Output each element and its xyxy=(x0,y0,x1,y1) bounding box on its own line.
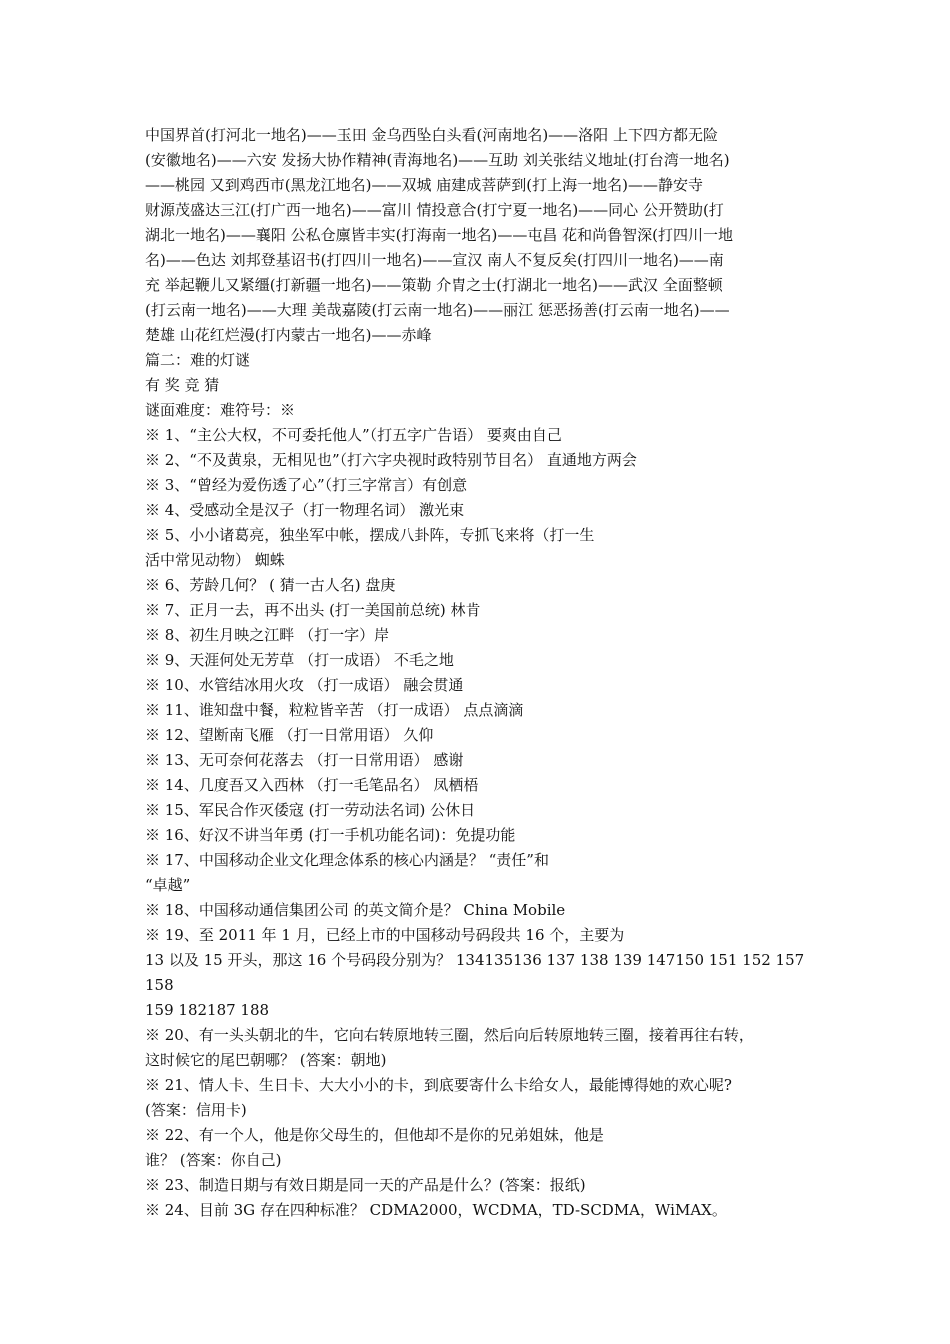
riddle-item-continued: 这时候它的尾巴朝哪？ (答案：朝地) xyxy=(145,1051,387,1069)
riddle-item: ※ 23、制造日期与有效日期是同一天的产品是什么？(答案：报纸) xyxy=(145,1176,586,1194)
riddle-item-continued: 159 182187 188 xyxy=(145,1001,270,1019)
riddle-item-continued: 谁？ (答案：你自己) xyxy=(145,1151,282,1169)
riddle-item: ※ 14、几度吾又入西林 （打一毛笔品名） 凤栖梧 xyxy=(145,776,479,794)
text-line: 中国界首(打河北一地名)——玉田 金乌西坠白头看(河南地名)——洛阳 上下四方都无险 xyxy=(145,126,718,144)
riddle-item: ※ 18、中国移动通信集团公司 的英文简介是？ China Mobile xyxy=(145,901,566,919)
riddle-item: ※ 1、“主公大权，不可委托他人”（打五字广告语） 要爽由自己 xyxy=(145,426,562,444)
riddle-item: ※ 10、水管结冰用火攻 （打一成语） 融会贯通 xyxy=(145,676,464,694)
section-subtitle: 有 奖 竞 猜 xyxy=(145,376,220,394)
riddle-item: ※ 5、小小诸葛亮，独坐军中帐，摆成八卦阵，专抓飞来将（打一生 xyxy=(145,526,595,544)
text-line: 财源茂盛达三江(打广西一地名)——富川 情投意合(打宁夏一地名)——同心 公开赞助(打 xyxy=(145,201,724,219)
text-line: (安徽地名)——六安 发扬大协作精神(青海地名)——互助 刘关张结义地址(打台湾一地名) xyxy=(145,151,730,169)
riddle-item-continued: 13 以及 15 开头，那这 16 个号码段分别为？ 134135136 137 138 139 147150 151 152 157 xyxy=(145,951,805,969)
riddle-item: ※ 16、好汉不讲当年勇 (打一手机功能名词)：免提功能 xyxy=(145,826,516,844)
riddle-item: ※ 20、有一头头朝北的牛，它向右转原地转三圈，然后向后转原地转三圈，接着再往右转， xyxy=(145,1026,754,1044)
riddle-item: ※ 9、天涯何处无芳草 （打一成语） 不毛之地 xyxy=(145,651,454,669)
text-line: 湖北一地名)——襄阳 公私仓廪皆丰实(打海南一地名)——屯昌 花和尚鲁智深(打四川一地 xyxy=(145,226,733,244)
text-line: 楚雄 山花红烂漫(打内蒙古一地名)——赤峰 xyxy=(145,326,432,344)
riddle-item: ※ 19、至 2011 年 1 月，已经上市的中国移动号码段共 16 个，主要为 xyxy=(145,926,625,944)
riddle-item-continued: 158 xyxy=(145,976,174,994)
riddle-item: ※ 7、正月一去，再不出头 (打一美国前总统) 林肯 xyxy=(145,601,481,619)
riddle-item: ※ 8、初生月映之江畔 （打一字）岸 xyxy=(145,626,390,644)
riddle-item: ※ 3、“曾经为爱伤透了心”（打三字常言）有创意 xyxy=(145,476,468,494)
text-line: (打云南一地名)——大理 美哉嘉陵(打云南一地名)——丽江 惩恶扬善(打云南一地名)—— xyxy=(145,301,730,319)
section-heading: 篇二：难的灯谜 xyxy=(145,351,251,369)
riddle-item: ※ 24、目前 3G 存在四种标准？ CDMA2000，WCDMA，TD-SCDMA，WiMAX。 xyxy=(145,1201,727,1219)
riddle-item: ※ 12、望断南飞雁 （打一日常用语） 久仰 xyxy=(145,726,434,744)
text-line: ——桃园 又到鸡西市(黑龙江地名)——双城 庙建成菩萨到(打上海一地名)——静安寺 xyxy=(145,176,703,194)
riddle-item: ※ 2、“不及黄泉，无相见也”（打六字央视时政特别节目名） 直通地方两会 xyxy=(145,451,637,469)
riddle-item: ※ 6、芳龄几何？ ( 猜一古人名) 盘庚 xyxy=(145,576,396,594)
riddle-item: ※ 21、情人卡、生日卡、大大小小的卡，到底要寄什么卡给女人，最能博得她的欢心呢? xyxy=(145,1076,732,1094)
riddle-item: ※ 22、有一个人，他是你父母生的，但他却不是你的兄弟姐妹，他是 xyxy=(145,1126,604,1144)
riddle-item-continued: (答案：信用卡) xyxy=(145,1101,247,1119)
riddle-item: ※ 13、无可奈何花落去 （打一日常用语） 感谢 xyxy=(145,751,464,769)
riddle-item-continued: “卓越” xyxy=(145,876,191,894)
riddle-item-continued: 活中常见动物） 蜘蛛 xyxy=(145,551,285,569)
difficulty-note: 谜面难度：难符号：※ xyxy=(145,401,296,419)
riddle-item: ※ 11、谁知盘中餐，粒粒皆辛苦 （打一成语） 点点滴滴 xyxy=(145,701,524,719)
riddle-item: ※ 4、受感动全是汉子（打一物理名词） 激光束 xyxy=(145,501,465,519)
text-line: 充 举起鞭儿又紧缰(打新疆一地名)——策勒 介胄之士(打湖北一地名)——武汉 全面整顿 xyxy=(145,276,723,294)
riddle-item: ※ 15、军民合作灭倭寇 (打一劳动法名词) 公休日 xyxy=(145,801,476,819)
riddle-item: ※ 17、中国移动企业文化理念体系的核心内涵是？ “责任”和 xyxy=(145,851,549,869)
text-line: 名)——色达 刘邦登基诏书(打四川一地名)——宣汉 南人不复反矣(打四川一地名)——南 xyxy=(145,251,724,269)
